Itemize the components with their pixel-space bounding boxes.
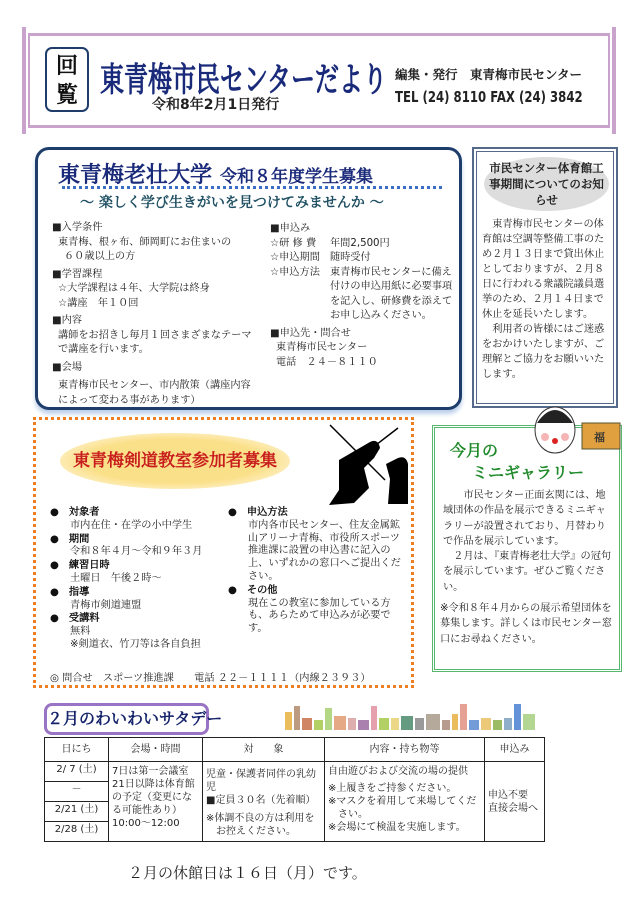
target-cell [203, 762, 325, 842]
item-head: ● 期間 [50, 534, 226, 547]
gallery-text: 市民センター正面玄関には、地域団体の作品を展示できるミニギャラリーが設置されており、月替わりで作品を展示しています。 [443, 490, 606, 547]
gallery-title-2: ミニギャラリー [472, 463, 585, 482]
col-header: 申込み [485, 738, 545, 762]
university-title [58, 158, 373, 189]
date-cell: － [45, 782, 109, 802]
text: によって変わる事があります） [58, 394, 201, 406]
publisher-info [395, 64, 636, 108]
date-cell: 2/28 (土) [45, 822, 109, 842]
notice-body [482, 217, 612, 382]
issue-date: 令和8年2月1日発行 [152, 97, 280, 113]
university-title-sub: 令和８年度学生募集 [220, 167, 374, 187]
phone: 電話 ２４－８１１０ [276, 356, 378, 368]
kendo-silhouette-icon [310, 420, 410, 505]
gallery-note: ※令和８年４月からの展示希望団体を募集します。詳しくは市民センター窓口にお尋ねください。 [440, 603, 612, 645]
item-head: ● 練習日時 [50, 560, 226, 573]
university-left-column [52, 218, 266, 408]
townscape-icon [285, 704, 570, 732]
item-head: ● 受講料 [50, 613, 226, 626]
closed-day-note: ２月の休館日は１６日（月）です。 [128, 864, 367, 882]
otafuku-mask-icon [530, 405, 625, 455]
kendo-right-column [228, 506, 408, 636]
gallery-text: ２月は、『東青梅老壮大学』の冠句を展示しています。ぜひご覧ください。 [443, 551, 612, 593]
circulation-stamp: 回覧 [45, 47, 89, 112]
item-head: ● 申込方法 [228, 507, 408, 520]
value: 随時受付 [330, 252, 371, 263]
newsletter-title: 東青梅市民センターだより [100, 60, 388, 100]
university-subtitle: ～ 楽しく学び生きがいを見つけてみませんか ～ [80, 195, 384, 211]
section-head: ■申込み [270, 223, 311, 234]
date-cell: 2/ 7 (土) [45, 762, 109, 782]
item-head: ● その他 [228, 585, 408, 598]
label: ☆研 修 費 [270, 237, 317, 249]
gym-notice-box [472, 147, 618, 408]
text: 東青梅市民センター [276, 342, 368, 353]
item-head: ● 対象者 [50, 507, 226, 520]
text: 東青梅、根ヶ布、師岡町にお住まいの [58, 236, 232, 248]
text: ☆大学課程は４年、大学院は終身 [58, 283, 210, 294]
section-head: ■会場 [52, 361, 83, 373]
university-right-column [270, 222, 458, 370]
text: 自由遊びおよび交流の場の提供 [328, 766, 468, 777]
col-header: 内容・持ち物等 [325, 738, 485, 762]
text: 現在この教室に参加している方も、あらためて申込みが必要です。 [248, 597, 391, 635]
text: 児童・保護者同伴の乳幼児 [206, 769, 316, 793]
text: 市内在住・在学の小中学生 [70, 519, 193, 531]
kendo-title: 東青梅剣道教室参加者募集 [60, 433, 290, 489]
text: ※体調不良の方は利用をお控えください。 [206, 813, 315, 837]
label: ☆申込期間 [270, 252, 320, 263]
gallery-title-1: 今月の [450, 441, 499, 460]
text: 土曜日 午後２時～ [70, 572, 162, 584]
kendo-left-column [50, 506, 226, 652]
text: ※剣道衣、竹刀等は各自負担 [70, 638, 201, 650]
text: 市内各市民センター、住友金属鉱山アリーナ青梅、市役所スポーツ推進課に設置の申込書に記入の上、いずれかの窓口へご提出ください。 [248, 519, 401, 582]
text: 東青梅市民センター、市内散策（講座内容 [58, 380, 251, 391]
text: 講師をお招きし毎月１回さまざまなテーマ [58, 329, 252, 341]
col-header: 会場・時間 [109, 738, 203, 762]
apply-cell: 申込不要 直接会場へ [485, 762, 545, 842]
saturday-schedule-table [44, 737, 545, 842]
value: 年間2,500円 [330, 237, 390, 249]
section-head: ■学習課程 [52, 268, 103, 280]
text: ※マスクを着用して来場してください。 [328, 796, 477, 820]
date-cell: 2/21 (土) [45, 802, 109, 822]
publisher: 編集・発行 東青梅市民センター [395, 67, 583, 82]
content-cell [325, 762, 485, 842]
text: 令和８年４月～令和９年３月 [70, 546, 203, 558]
contact-numbers: TEL (24) 8110 FAX (24) 3842 [395, 88, 583, 106]
text: で講座を行います。 [58, 344, 149, 355]
text: 無料 [70, 626, 91, 638]
text: 青梅市剣道連盟 [70, 599, 142, 611]
saturday-title: ２月のわいわいサタデー [44, 703, 209, 735]
text: ※会場にて検温を実施します。 [328, 822, 466, 833]
col-header: 日にち [45, 738, 109, 762]
col-header: 対 象 [203, 738, 325, 762]
value: 東青梅市民センターに備え付けの申込用紙に必要事項を記入し、研修費を添えてお申し込みください。 [330, 266, 453, 321]
kendo-inquiry: ◎ 問合せ スポーツ推進課 電話 ２２－１１１１（内線２３９３） [50, 673, 371, 684]
university-name: 東青梅老壮大学 [58, 163, 213, 188]
item-head: ● 指導 [50, 587, 226, 600]
section-head: ■入学条件 [52, 222, 103, 233]
section-head: ■内容 [52, 315, 83, 326]
label: ☆申込方法 [270, 266, 320, 278]
venue-cell: 7日は第一会議室 21日以降は体育館の予定（変更になる可能性あり） 10:00～12:00 [109, 762, 203, 842]
text: ※上履きをご持参ください。 [328, 783, 457, 794]
divider [62, 186, 442, 189]
gallery-body [440, 488, 615, 647]
fuku-badge: 福 [594, 431, 605, 444]
text: ■定員３０名（先着順） [206, 795, 316, 806]
section-head: ■申込先・問合せ [270, 327, 351, 339]
notice-text: 東青梅市民センターの体育館は空調等整備工事のため２月１３日まで貸出休止としておりますが、２月８日に行われる衆議院議員選挙のため、２月１４日まで休止を延長いたします。 [482, 219, 605, 320]
text: ☆講座 年１０回 [58, 297, 139, 309]
notice-text: 利用者の皆様にはご迷惑をおかけいたしますが、ご理解とご協力をお願いいたします。 [482, 324, 605, 380]
text: ６０歳以上の方 [64, 251, 136, 262]
notice-title: 市民センター体育館工事期間についてのお知らせ [484, 157, 609, 211]
